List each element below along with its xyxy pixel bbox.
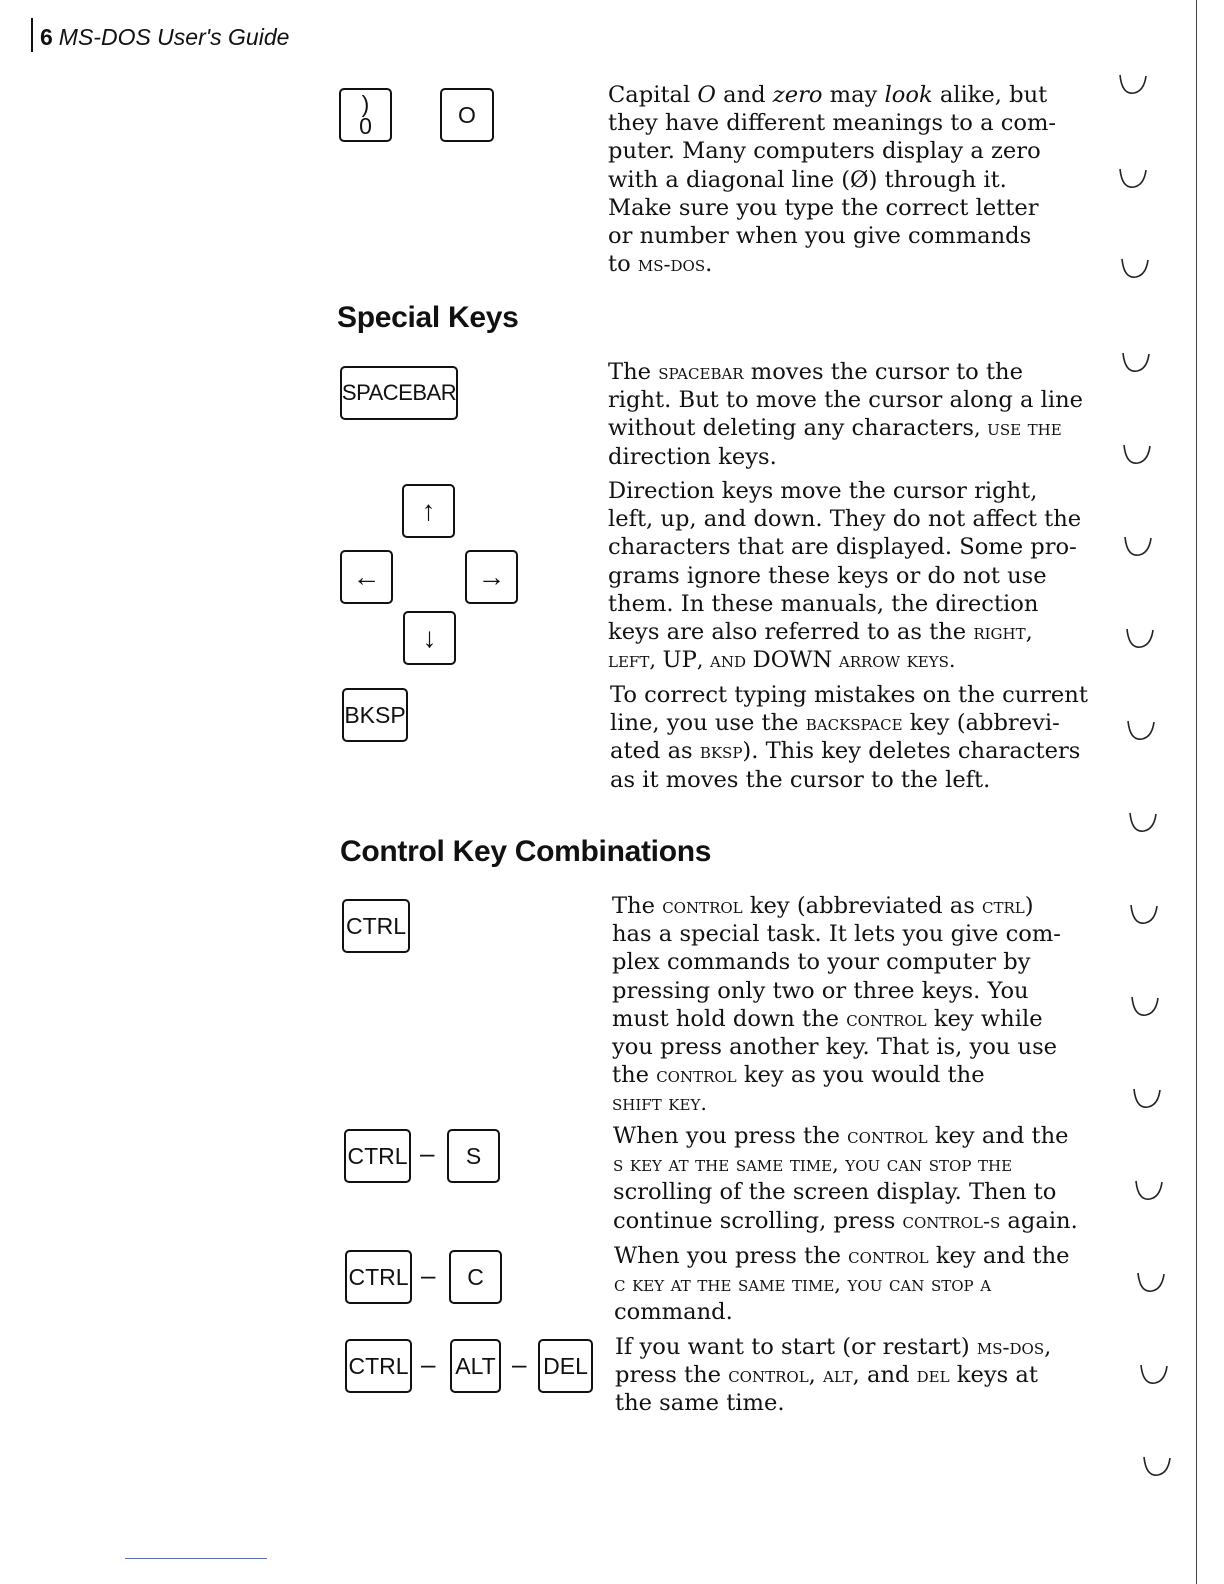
letter-o-key-char: O <box>458 102 476 128</box>
c-key <box>449 1250 502 1304</box>
backspace-paragraph <box>610 681 1100 794</box>
alt-del-dash: – <box>512 1349 527 1379</box>
binder-arc <box>1118 256 1152 282</box>
header-rule <box>31 18 33 52</box>
text-line: shift key. <box>612 1091 707 1116</box>
ctrl-alt-del-paragraph <box>615 1333 1105 1418</box>
binder-arc <box>1132 1178 1166 1204</box>
spacebar-key-label: SPACEBAR <box>341 380 457 405</box>
s-key <box>447 1129 500 1183</box>
text-line: keys are also referred to as the right, <box>608 619 1033 646</box>
text-line: The spacebar moves the cursor to the <box>608 359 1023 385</box>
running-header <box>40 24 289 51</box>
text-line: with a diagonal line (Ø) through it. <box>608 166 1007 193</box>
text-line: plex commands to your computer by <box>612 949 1031 976</box>
direction-keys-paragraph <box>608 477 1098 674</box>
text-line: without deleting any characters, use the <box>608 415 1062 442</box>
alt-key <box>450 1339 501 1393</box>
text-line: line, you use the backspace key (abbrevi- <box>610 710 1060 737</box>
c-key-label: C <box>467 1264 484 1290</box>
binder-arc <box>1123 626 1157 652</box>
text-line: pressing only two or three keys. You <box>612 977 1029 1004</box>
zero-key-shift-char: ) <box>361 91 370 117</box>
zero-o-paragraph <box>608 81 1098 278</box>
ctrl-c-ctrl-key <box>345 1250 412 1304</box>
text-line: press the control, alt, and del keys at <box>615 1362 1038 1389</box>
text-line: you press another key. That is, you use <box>612 1034 1058 1061</box>
ctrl-c-paragraph <box>614 1242 1104 1327</box>
zero-key <box>339 88 392 142</box>
text-line: as it moves the cursor to the left. <box>610 766 991 793</box>
text-line: When you press the control key and the <box>613 1123 1069 1149</box>
text-line: When you press the control key and the <box>614 1243 1070 1269</box>
ctrl-c-dash: – <box>421 1260 436 1290</box>
ctrl-c-ctrl-key-label: CTRL <box>348 1264 409 1290</box>
down-arrow-icon: ↓ <box>422 622 437 653</box>
control-key-combinations-heading: Control Key Combinations <box>340 835 712 868</box>
binder-arc <box>1137 1362 1171 1388</box>
up-arrow-icon: ↑ <box>421 495 436 526</box>
text-line: must hold down the control key while <box>612 1005 1043 1032</box>
text-line: Capital O and zero may look alike, but <box>608 82 1048 108</box>
text-line: them. In these manuals, the direction <box>608 590 1039 617</box>
text-line: has a special task. It lets you give com- <box>612 921 1061 948</box>
letter-o-key <box>440 88 494 142</box>
text-line: Make sure you type the correct letter <box>608 194 1039 221</box>
text-line: command. <box>614 1299 733 1326</box>
text-line: scrolling of the screen display. Then to <box>613 1179 1057 1206</box>
right-arrow-key <box>465 550 518 604</box>
text-line: left, UP, and DOWN arrow keys. <box>608 647 956 674</box>
text-line: continue scrolling, press control-s again. <box>613 1207 1078 1234</box>
binder-arc <box>1120 442 1154 468</box>
left-arrow-icon: ← <box>352 561 381 592</box>
bksp-key-label: BKSP <box>344 702 406 728</box>
text-line: characters that are displayed. Some pro- <box>608 534 1077 561</box>
text-line: s key at the same time, you can stop the <box>613 1152 1013 1177</box>
ctrl-key-label: CTRL <box>345 913 407 939</box>
ctrl-key <box>342 899 410 953</box>
del-key <box>538 1339 593 1393</box>
text-line: c key at the same time, you can stop a <box>614 1272 992 1297</box>
up-arrow-key <box>402 484 455 538</box>
ctrl-alt-del-ctrl-key-label: CTRL <box>348 1353 409 1379</box>
ctrl-alt-del-ctrl-key <box>345 1339 412 1393</box>
text-line: they have different meanings to a com- <box>608 110 1057 137</box>
page-edge-rule <box>1196 0 1197 1584</box>
down-arrow-key <box>403 611 456 665</box>
binder-arc <box>1126 810 1160 836</box>
text-line: The control key (abbreviated as ctrl) <box>612 893 1034 919</box>
text-line: direction keys. <box>608 443 777 470</box>
text-line: ated as bksp). This key deletes characters <box>610 738 1081 765</box>
bottom-scan-rule <box>125 1558 267 1559</box>
binder-arc <box>1116 166 1150 192</box>
ctrl-s-paragraph <box>613 1122 1103 1235</box>
text-line: To correct typing mistakes on the current <box>610 682 1088 708</box>
text-line: puter. Many computers display a zero <box>608 138 1041 165</box>
alt-key-label: ALT <box>455 1353 496 1379</box>
text-line: If you want to start (or restart) ms-dos, <box>615 1334 1052 1360</box>
text-line: or number when you give commands <box>608 223 1032 250</box>
text-line: left, up, and down. They do not affect the <box>608 506 1082 533</box>
text-line: right. But to move the cursor along a line <box>608 387 1083 414</box>
binder-arc <box>1119 350 1153 376</box>
spacebar-paragraph <box>608 358 1098 471</box>
del-key-label: DEL <box>543 1353 588 1379</box>
right-arrow-icon: → <box>477 561 506 592</box>
binder-arc <box>1116 72 1150 98</box>
left-arrow-key <box>340 550 393 604</box>
binder-arc <box>1121 534 1155 560</box>
book-title: MS-DOS User's Guide <box>58 24 290 50</box>
ctrl-alt-dash: – <box>421 1349 436 1379</box>
binder-arc <box>1140 1454 1174 1480</box>
binder-arc <box>1130 1086 1164 1112</box>
bksp-key <box>342 688 408 742</box>
page-number: 6 <box>40 24 53 50</box>
binder-arc <box>1128 994 1162 1020</box>
binder-arc <box>1127 902 1161 928</box>
control-key-paragraph <box>612 892 1102 1118</box>
ctrl-s-ctrl-key <box>344 1129 411 1183</box>
text-line: to ms-dos. <box>608 251 713 278</box>
text-line: Direction keys move the cursor right, <box>608 478 1038 504</box>
zero-key-char: 0 <box>359 113 372 139</box>
text-line: the same time. <box>615 1390 785 1417</box>
ctrl-s-dash: – <box>420 1138 435 1168</box>
s-key-label: S <box>465 1143 482 1169</box>
special-keys-heading: Special Keys <box>337 301 519 334</box>
spacebar-key <box>340 366 458 420</box>
ctrl-s-ctrl-key-label: CTRL <box>347 1143 408 1169</box>
binder-arc <box>1124 718 1158 744</box>
text-line: the control key as you would the <box>612 1062 985 1089</box>
binder-arc <box>1134 1270 1168 1296</box>
text-line: grams ignore these keys or do not use <box>608 562 1047 589</box>
